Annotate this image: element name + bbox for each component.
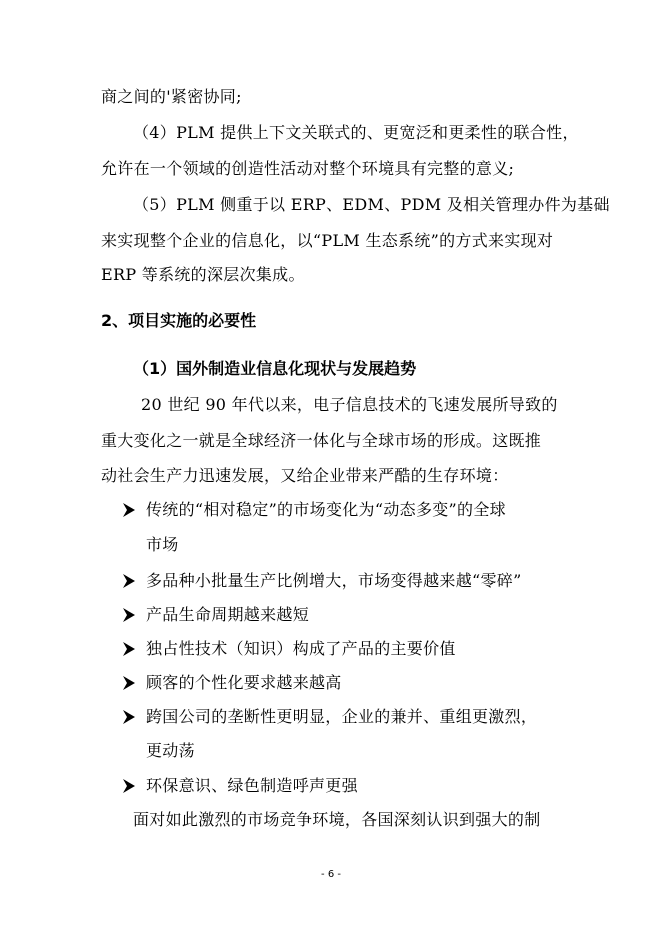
bullet-text: 多品种小批量生产比例增大，市场变得越来越“零碎” <box>146 571 522 590</box>
paragraph-line: 允许在一个领域的创造性活动对整个环境具有完整的意义; <box>101 159 515 178</box>
bullet-text: 顾客的个性化要求越来越高 <box>146 673 342 692</box>
bullet-text: 独占性技术（知识）构成了产品的主要价值 <box>146 639 456 658</box>
paragraph-line: 20 世纪 90 年代以来，电子信息技术的飞速发展所导致的 <box>141 395 558 414</box>
section-heading: 2、项目实施的必要性 <box>101 311 257 330</box>
paragraph-line: 动社会生产力迅速发展，又给企业带来严酷的生存环境： <box>101 466 509 485</box>
arrowhead-bullet-icon <box>122 641 136 657</box>
arrowhead-bullet-icon <box>122 675 136 691</box>
bullet-text: 环保意识、绿色制造呼声更强 <box>146 776 358 795</box>
arrowhead-bullet-icon <box>122 607 136 623</box>
arrowhead-bullet-icon <box>122 573 136 589</box>
arrowhead-bullet-icon <box>122 709 136 725</box>
paragraph-line: ERP 等系统的深层次集成。 <box>101 265 305 284</box>
paragraph-line: 商之间的'紧密协同; <box>101 87 242 106</box>
paragraph-line: 来实现整个企业的信息化，以“PLM 生态系统”的方式来实现对 <box>101 231 554 250</box>
arrowhead-bullet-icon <box>122 502 136 518</box>
page-number: - 6 - <box>321 869 341 880</box>
paragraph-line: 重大变化之一就是全球经济一体化与全球市场的形成。这既推 <box>101 431 542 450</box>
bullet-continuation: 更动荡 <box>146 741 195 760</box>
arrowhead-bullet-icon <box>122 778 136 794</box>
subsection-heading: （1）国外制造业信息化现状与发展趋势 <box>133 359 417 378</box>
bullet-text: 传统的“相对稳定”的市场变化为“动态多变”的全球 <box>146 500 506 519</box>
paragraph-line: （4）PLM 提供上下文关联式的、更宽泛和更柔性的联合性， <box>133 123 579 142</box>
bullet-text: 产品生命周期越来越短 <box>146 605 310 624</box>
paragraph-line: （5）PLM 侧重于以 ERP、EDM、PDM 及相关管理办件为基础 <box>133 195 610 214</box>
bullet-text: 跨国公司的垄断性更明显，企业的兼并、重组更激烈， <box>146 707 538 726</box>
bullet-continuation: 市场 <box>146 535 179 554</box>
paragraph-line: 面对如此激烈的市场竞争环境，各国深刻认识到强大的制 <box>133 810 541 829</box>
